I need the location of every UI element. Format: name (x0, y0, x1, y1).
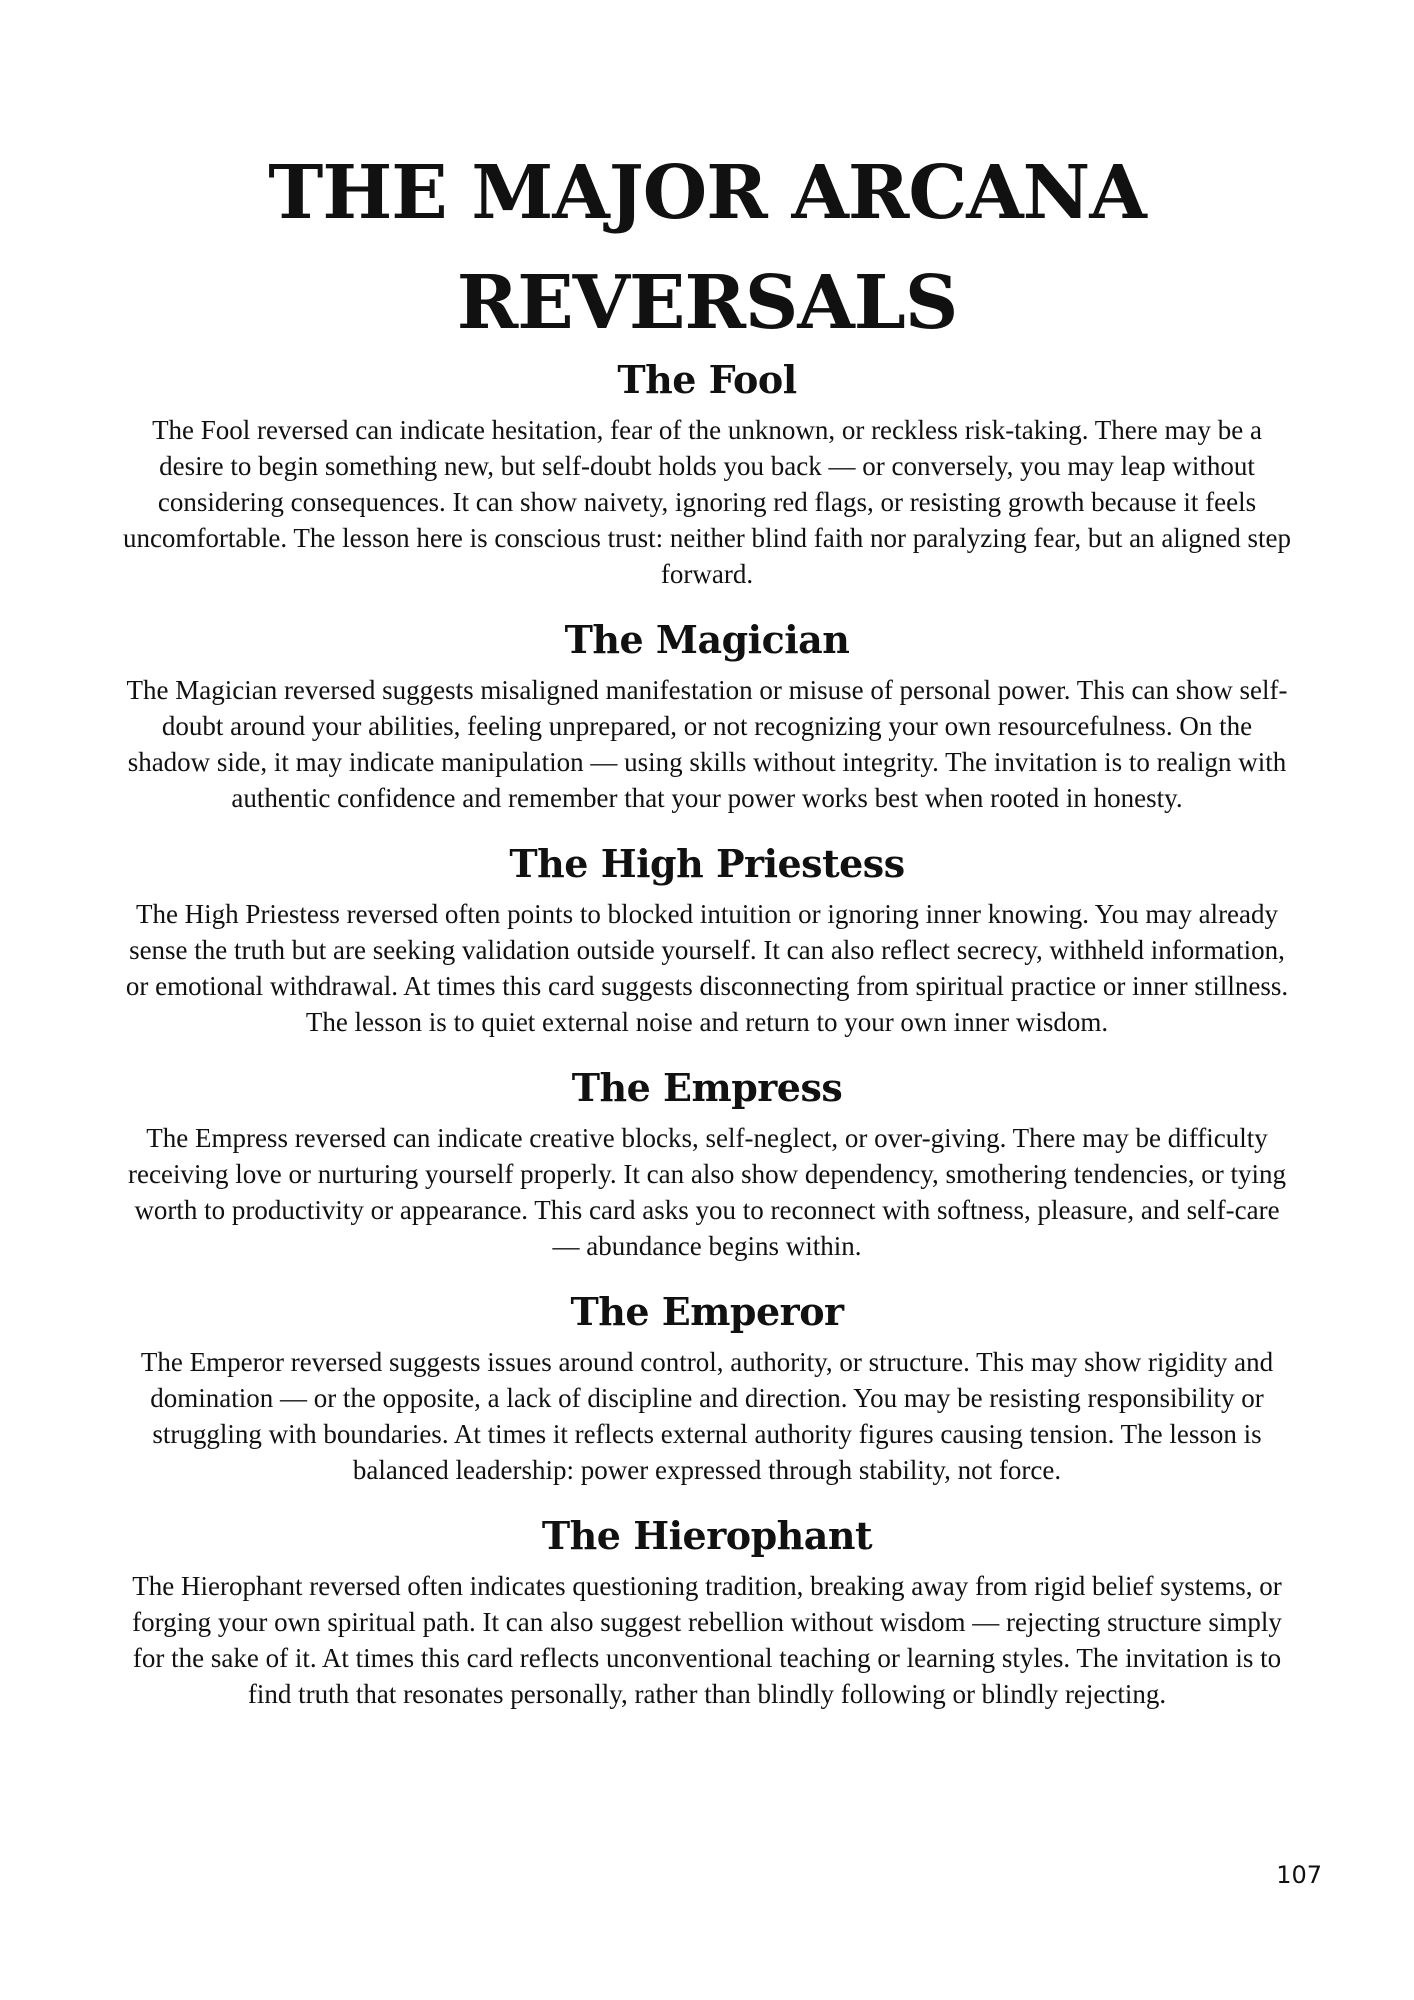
page-title-line-2: REVERSALS (456, 260, 958, 346)
section-heading: The Empress (571, 1065, 843, 1110)
section-heading: The Emperor (570, 1289, 844, 1334)
section-text: The Magician reversed suggests misaligned manifestation or misuse of personal power. This can show self-doubt around your abilities, feeling unprepared, or not recognizing your own resourcefulness. On the shadow side, it may indicate manipulation — using skills without integrity. The invitation is to realign with authentic confidence and remember that your power works best when rooted in honesty. (126, 675, 1288, 813)
section-text: The Fool reversed can indicate hesitation, fear of the unknown, or reckless risk-taking. There may be a desire to begin something new, but self-doubt holds you back — or conversely, you may leap without considering consequences. It can show naivety, ignoring red flags, or resisting growth because it feels uncomfortable. The lesson here is conscious trust: neither blind faith nor paralyzing fear, but an aligned step forward. (122, 415, 1292, 589)
section-heading: The Hierophant (541, 1513, 873, 1558)
section-heading: The Fool (617, 357, 797, 402)
section-the-magician (120, 616, 1294, 816)
section-the-emperor (120, 1288, 1294, 1488)
section-the-fool (120, 356, 1294, 592)
section-heading: The Magician (564, 617, 850, 662)
page-title-line-1: THE MAJOR ARCANA (268, 150, 1146, 236)
section-the-empress (120, 1064, 1294, 1264)
page-title (0, 138, 1414, 358)
section-text: The High Priestess reversed often points to blocked intuition or ignoring inner knowing. You may already sense the truth but are seeking validation outside yourself. It can also reflect secrecy, withheld information, or emotional withdrawal. At times this card suggests disconnecting from spiritual practice or inner stillness. The lesson is to quiet external noise and return to your own inner wisdom. (125, 899, 1289, 1037)
page-number: 107 (1276, 1861, 1322, 1889)
card-sections (120, 356, 1294, 1736)
section-text: The Emperor reversed suggests issues around control, authority, or structure. This may show rigidity and domination — or the opposite, a lack of discipline and direction. You may be resisting responsibility or struggling with boundaries. At times it reflects external authority figures causing tension. The lesson is balanced leadership: power expressed through stability, not force. (140, 1347, 1274, 1485)
section-heading: The High Priestess (509, 841, 905, 886)
section-the-high-priestess (120, 840, 1294, 1040)
section-text: The Hierophant reversed often indicates questioning tradition, breaking away from rigid belief systems, or forging your own spiritual path. It can also suggest rebellion without wisdom — rejecting structure simply for the sake of it. At times this card reflects unconventional teaching or learning styles. The invitation is to find truth that resonates personally, rather than blindly following or blindly rejecting. (132, 1571, 1282, 1709)
section-text: The Empress reversed can indicate creative blocks, self-neglect, or over-giving. There may be difficulty receiving love or nurturing yourself properly. It can also show dependency, smothering tendencies, or tying worth to productivity or appearance. This card asks you to reconnect with softness, pleasure, and self-care — abundance begins within. (128, 1123, 1286, 1261)
section-the-hierophant (120, 1512, 1294, 1712)
